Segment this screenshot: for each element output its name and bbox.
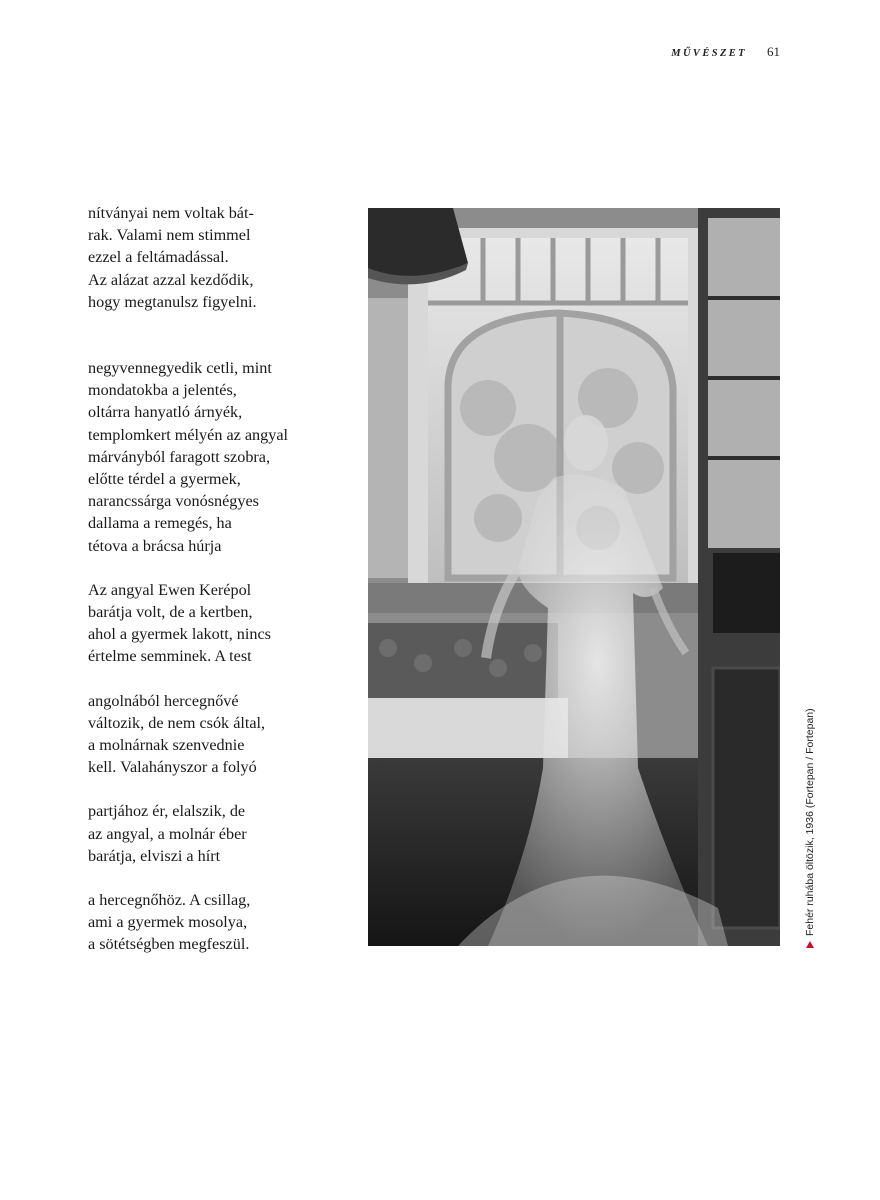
poem-text [88,202,358,956]
photograph-illustration [368,208,780,946]
photo-caption [804,708,816,948]
photograph [368,208,780,946]
section-name: MŰVÉSZET [671,48,747,59]
stanza [88,800,358,867]
poem-line: kell. Valahányszor a folyó [88,758,257,777]
poem-line: oltárra hanyatló árnyék, [88,403,243,422]
poem-line: ami a gyermek mosolya, [88,913,248,932]
poem-line: értelme semminek. A test [88,647,252,666]
poem-line: negyvennegyedik cetli, mint [88,359,272,378]
poem-line: mondatokba a jelentés, [88,381,237,400]
poem-line: templomkert mélyén az angyal [88,425,289,444]
poem-line: márványból faragott szobra, [88,447,271,466]
poem-line: barátja, elviszi a hírt [88,846,221,865]
poem-line: narancssárga vonósnégyes [88,492,259,511]
poem-line: ezzel a feltámadással. [88,248,229,267]
poem-line: rak. Valami nem stimmel [88,226,251,245]
poem-line: a sötétségben megfeszül. [88,935,250,954]
poem-line: változik, de nem csók által, [88,713,266,732]
poem-line: partjához ér, elalszik, de [88,802,246,821]
stanza [88,202,358,313]
poem-line: nítványai nem voltak bát- [88,204,254,222]
stanza [88,579,358,668]
poem-line: Az angyal Ewen Kerépol [88,580,252,599]
poem-line: dallama a remegés, ha [88,514,232,533]
poem-line: hogy megtanulsz figyelni. [88,292,257,311]
poem-line: az angyal, a molnár éber [88,824,247,843]
poem-line: a molnárnak szenvednie [88,736,245,755]
stanza [88,690,358,779]
caption-triangle-icon [806,941,814,948]
poem-line: tétova a brácsa húrja [88,536,222,555]
poem-line: barátja volt, de a kertben, [88,603,253,622]
photo-caption-text: Fehér ruhába öltözik, 1936 (Fortepan / Fortepan) [804,708,816,936]
running-header [671,44,780,60]
poem-line: előtte térdel a gyermek, [88,470,241,489]
page-number: 61 [767,44,780,59]
poem-line: ahol a gyermek lakott, nincs [88,625,271,644]
poem-line: a hercegnőhöz. A csillag, [88,891,251,910]
poem-line: angolnából hercegnővé [88,691,239,710]
stanza [88,889,358,956]
stanza [88,357,358,557]
poem-line: Az alázat azzal kezdődik, [88,270,254,289]
